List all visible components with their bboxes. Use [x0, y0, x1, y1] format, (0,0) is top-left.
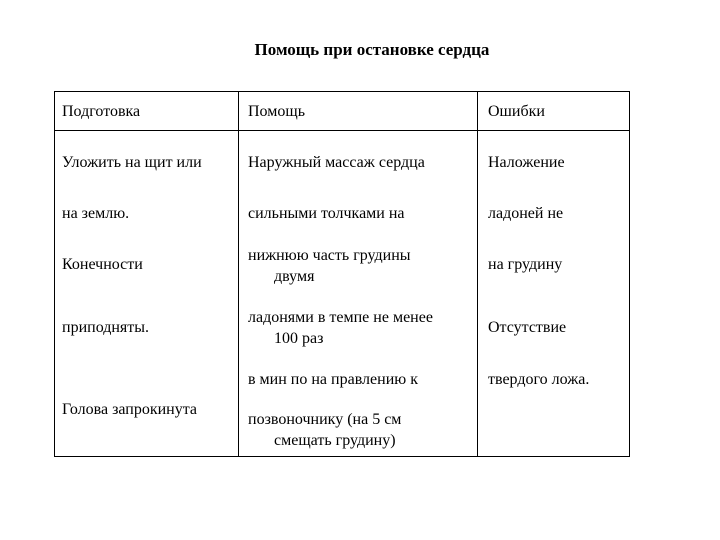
preparation-line-2: на землю.	[62, 205, 130, 222]
first-aid-table	[54, 91, 630, 457]
help-line-4	[248, 307, 433, 349]
preparation-line-1: Уложить на щит или	[62, 154, 202, 171]
help-text: в мин по на правлению к	[248, 371, 418, 388]
header-divider	[55, 130, 629, 131]
errors-line-1: Наложение	[488, 154, 565, 171]
errors-line-3: на грудину	[488, 256, 563, 273]
header-help: Помощь	[248, 103, 305, 120]
column-divider	[238, 92, 239, 456]
help-text: ладонями в темпе не менее	[248, 309, 433, 326]
preparation-line-4: приподняты.	[62, 319, 150, 336]
help-line-5	[248, 369, 418, 390]
help-text: Наружный массаж сердца	[248, 154, 425, 171]
help-text: сильными толчками на	[248, 205, 405, 222]
help-line-1	[248, 152, 425, 173]
errors-line-2: ладоней не	[488, 205, 564, 222]
preparation-line-3: Конечности	[62, 256, 143, 273]
column-divider	[477, 92, 478, 456]
page-title: Помощь при остановке сердца	[254, 40, 490, 59]
help-text: позвоночнику (на 5 см	[248, 411, 402, 428]
header-errors: Ошибки	[488, 103, 545, 120]
help-line-2	[248, 203, 405, 224]
errors-line-4: Отсутствие	[488, 319, 567, 336]
help-text-continued: смещать грудину)	[274, 432, 396, 449]
help-line-3	[248, 245, 411, 287]
errors-line-5: твердого ложа.	[488, 371, 590, 388]
help-text-continued: 100 раз	[274, 330, 324, 347]
header-preparation: Подготовка	[62, 103, 141, 120]
help-text-continued: двумя	[274, 268, 315, 285]
preparation-line-5: Голова запрокинута	[62, 401, 198, 418]
help-text: нижнюю часть грудины	[248, 247, 411, 264]
help-line-6	[248, 409, 401, 451]
